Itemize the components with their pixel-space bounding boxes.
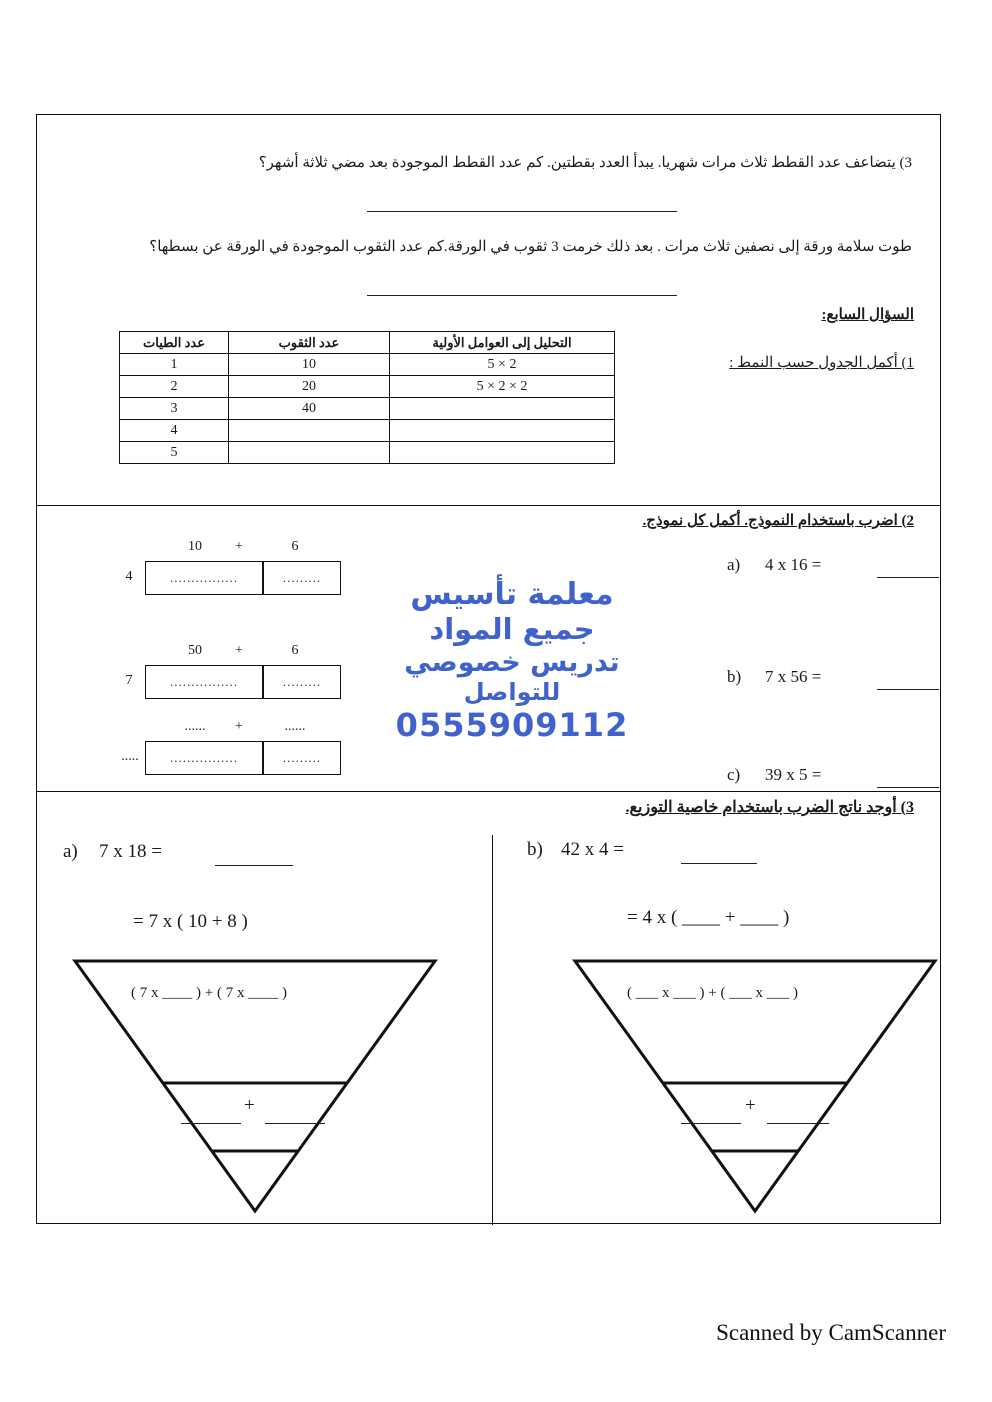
watermark-line-4: للتواصل xyxy=(463,678,561,707)
part3-item-b-triangle-model xyxy=(569,955,941,1215)
part3-item-a-triangle-model xyxy=(69,955,441,1215)
model-3-top-left-label[interactable]: ...... xyxy=(184,719,206,734)
watermark-line-1: معلمة تأسيس xyxy=(410,577,614,612)
answer-line-q4 xyxy=(367,295,677,296)
part3-item-b-blank-right[interactable] xyxy=(767,1123,829,1124)
part2-item-b-tag: b) xyxy=(727,667,742,686)
model-3-left-factor-label[interactable]: ..... xyxy=(121,749,139,764)
question-7-part-3-label: 3) أوجد ناتج الضرب باستخدام خاصية التوزيع. xyxy=(625,799,914,816)
part3-item-a-expression: 7 x 18 = xyxy=(99,841,162,862)
area-model-2 xyxy=(117,643,347,705)
model-2-right-box[interactable]: ......... xyxy=(263,665,341,699)
table-row xyxy=(120,442,615,464)
part2-item-a-tag: a) xyxy=(727,555,741,574)
model-1-left-box[interactable]: ................ xyxy=(145,561,263,595)
model-2-top-right-label: 6 xyxy=(291,643,299,658)
table-cell-folds[interactable]: 5 xyxy=(120,442,229,464)
table-cell-folds[interactable]: 4 xyxy=(120,420,229,442)
part2-item-c-answer-line[interactable] xyxy=(877,787,939,788)
part3-item-b-tag: b) xyxy=(527,839,543,860)
table-cell-folds[interactable]: 1 xyxy=(120,354,229,376)
area-model-1 xyxy=(117,539,347,601)
part2-item-a-answer-line[interactable] xyxy=(877,577,939,578)
model-2-plus-label: + xyxy=(235,643,243,658)
part3-item-a-blank-right[interactable] xyxy=(265,1123,325,1124)
table-cell-factors[interactable]: 2 × 2 × 5 xyxy=(390,376,615,398)
question-7-part-2-label: 2) اضرب باستخدام النموذج. أكمل كل نموذج. xyxy=(642,513,914,529)
model-3-left-box[interactable]: ................ xyxy=(145,741,263,775)
table-row xyxy=(120,420,615,442)
table-cell-factors[interactable] xyxy=(390,398,615,420)
model-3-right-box[interactable]: ......... xyxy=(263,741,341,775)
part3-item-b-expression: 42 x 4 = xyxy=(561,839,624,860)
scanner-footer: Scanned by CamScanner xyxy=(716,1320,946,1345)
watermark xyxy=(367,577,657,745)
part3-item-a-step2[interactable]: ( 7 x ____ ) + ( 7 x ____ ) xyxy=(131,985,287,1001)
table-cell-holes[interactable]: 10 xyxy=(229,354,390,376)
part3-item-a-blank-left[interactable] xyxy=(181,1123,241,1124)
watermark-phone-number: 0555909112 xyxy=(395,705,629,744)
part2-item-a-expression: 4 x 16 = xyxy=(765,555,822,574)
table-header-cell: عدد الثقوب xyxy=(229,332,390,354)
table-row xyxy=(120,354,615,376)
model-1-plus-label: + xyxy=(235,539,243,554)
part3-item-b-blank-left[interactable] xyxy=(681,1123,741,1124)
divider-vertical-part3 xyxy=(492,835,493,1225)
table-cell-factors[interactable]: 2 × 5 xyxy=(390,354,615,376)
part3-item-b-step1[interactable]: = 4 x ( ____ + ____ ) xyxy=(627,907,790,928)
divider-section-2 xyxy=(37,505,940,506)
table-cell-holes[interactable] xyxy=(229,442,390,464)
part3-item-a-tag: a) xyxy=(63,841,78,862)
part3-item-b-step3-plus: + xyxy=(745,1095,756,1116)
table-cell-factors[interactable] xyxy=(390,442,615,464)
table-cell-folds[interactable]: 2 xyxy=(120,376,229,398)
table-header-cell: عدد الطيات xyxy=(120,332,229,354)
model-3-plus-label: + xyxy=(235,719,243,734)
table-cell-holes[interactable]: 40 xyxy=(229,398,390,420)
model-1-left-factor-label: 4 xyxy=(125,569,133,584)
answer-line-q3 xyxy=(367,211,677,212)
model-2-top-left-label: 50 xyxy=(188,643,202,658)
part3-item-b-step2[interactable]: ( ___ x ___ ) + ( ___ x ___ ) xyxy=(627,985,798,1001)
model-1-right-box[interactable]: ......... xyxy=(263,561,341,595)
table-cell-folds[interactable]: 3 xyxy=(120,398,229,420)
table-row xyxy=(120,376,615,398)
divider-section-3 xyxy=(37,791,940,792)
part2-item-b-answer-line[interactable] xyxy=(877,689,939,690)
model-1-top-left-label: 10 xyxy=(188,539,202,554)
watermark-line-3: تدريس خصوصي xyxy=(404,646,620,678)
table-header-cell: التحليل إلى العوامل الأولية xyxy=(390,332,615,354)
part3-item-a-answer-line[interactable] xyxy=(215,865,293,866)
table-cell-factors[interactable] xyxy=(390,420,615,442)
part2-item-c-expression: 39 x 5 = xyxy=(765,765,822,784)
pattern-table xyxy=(119,331,615,464)
part2-item-b-expression: 7 x 56 = xyxy=(765,667,822,686)
table-header-row xyxy=(120,332,615,354)
part3-item-b-answer-line[interactable] xyxy=(681,863,757,864)
part2-item-c-tag: c) xyxy=(727,765,741,784)
model-2-left-factor-label: 7 xyxy=(125,673,133,688)
watermark-line-2: جميع المواد xyxy=(429,612,595,647)
part3-item-a-step3-plus: + xyxy=(244,1095,255,1116)
model-1-top-right-label: 6 xyxy=(291,539,299,554)
model-3-top-right-label[interactable]: ...... xyxy=(284,719,306,734)
part3-item-a-step1: = 7 x ( 10 + 8 ) xyxy=(133,911,248,932)
question-7-part-1-label: 1) أكمل الجدول حسب النمط : xyxy=(729,355,914,371)
table-cell-holes[interactable]: 20 xyxy=(229,376,390,398)
model-2-left-box[interactable]: ................ xyxy=(145,665,263,699)
question-4-text: طوت سلامة ورقة إلى نصفين ثلاث مرات . بعد ذلك خرمت 3 ثقوب في الورقة.كم عدد الثقوب الموجودة في الورقة عن بسطها؟ xyxy=(149,239,912,255)
question-3-text: 3) يتضاعف عدد القطط ثلاث مرات شهريا. يبدأ العدد بقطتين. كم عدد القطط الموجودة بعد مضي ثلاثة أشهر؟ xyxy=(258,155,912,171)
table-row xyxy=(120,398,615,420)
area-model-3 xyxy=(117,719,347,781)
table-cell-holes[interactable] xyxy=(229,420,390,442)
question-7-title: السؤال السابع: xyxy=(821,307,914,323)
worksheet-page xyxy=(36,114,941,1224)
